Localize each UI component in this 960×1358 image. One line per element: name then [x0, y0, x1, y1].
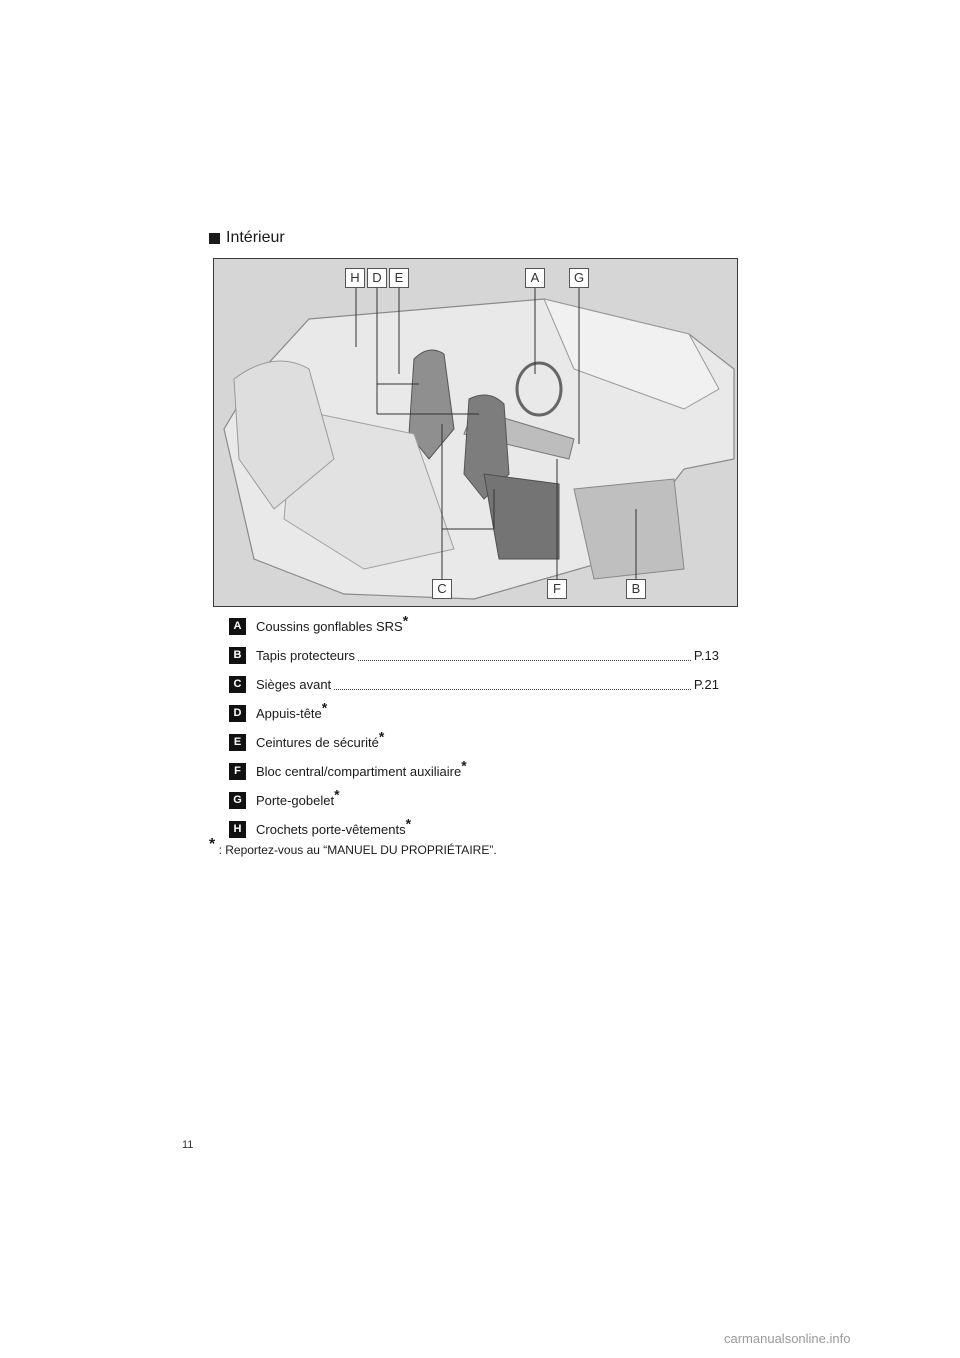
- list-item: [229, 815, 719, 844]
- page-reference[interactable]: P.21: [693, 677, 719, 692]
- item-label: Sièges avant: [256, 677, 332, 692]
- asterisk-icon: *: [405, 815, 412, 832]
- item-key-badge: C: [229, 676, 246, 693]
- list-item: [229, 699, 719, 728]
- asterisk-icon: *: [209, 836, 216, 853]
- square-bullet-icon: [209, 233, 220, 244]
- footnote-text: : Reportez-vous au “MANUEL DU PROPRIÉTAIRE”.: [218, 843, 497, 857]
- list-item: [229, 786, 719, 815]
- callout-b: B: [626, 579, 646, 599]
- page-number: 11: [182, 1139, 194, 1151]
- item-key-badge: B: [229, 647, 246, 664]
- list-item: [229, 641, 719, 670]
- item-label: Crochets porte-vêtements*: [256, 815, 412, 837]
- list-item: [229, 670, 719, 699]
- asterisk-icon: *: [321, 699, 328, 716]
- callout-d: D: [367, 268, 387, 288]
- list-item: [229, 757, 719, 786]
- callout-g: G: [569, 268, 589, 288]
- item-key-badge: A: [229, 618, 246, 635]
- item-label: Ceintures de sécurité*: [256, 728, 385, 750]
- callout-f: F: [547, 579, 567, 599]
- interior-illustration: [213, 258, 738, 607]
- asterisk-icon: *: [402, 612, 409, 629]
- item-label: Coussins gonflables SRS*: [256, 612, 409, 634]
- item-label: Porte-gobelet*: [256, 786, 340, 808]
- callout-a: A: [525, 268, 545, 288]
- dot-leader: [358, 650, 691, 661]
- asterisk-icon: *: [461, 757, 467, 774]
- callout-h: H: [345, 268, 365, 288]
- item-label: Tapis protecteurs: [256, 648, 355, 663]
- item-key-badge: F: [229, 763, 246, 780]
- item-key-badge: H: [229, 821, 246, 838]
- asterisk-icon: *: [334, 786, 340, 803]
- page-reference[interactable]: P.13: [693, 648, 719, 663]
- legend-list: [229, 612, 719, 844]
- item-label: Appuis-tête*: [256, 699, 328, 721]
- list-item: [229, 728, 719, 757]
- list-item: [229, 612, 719, 641]
- section-title-text: Intérieur: [226, 229, 285, 246]
- asterisk-icon: *: [378, 728, 385, 745]
- car-interior-drawing: [214, 259, 737, 606]
- item-key-badge: D: [229, 705, 246, 722]
- item-key-badge: G: [229, 792, 246, 809]
- dot-leader: [334, 679, 691, 690]
- callout-c: C: [432, 579, 452, 599]
- watermark[interactable]: carmanualsonline.info: [724, 1331, 851, 1346]
- footnote: [209, 836, 497, 857]
- item-label: Bloc central/compartiment auxiliaire*: [256, 757, 467, 779]
- section-title: [209, 229, 285, 247]
- callout-e: E: [389, 268, 409, 288]
- item-key-badge: E: [229, 734, 246, 751]
